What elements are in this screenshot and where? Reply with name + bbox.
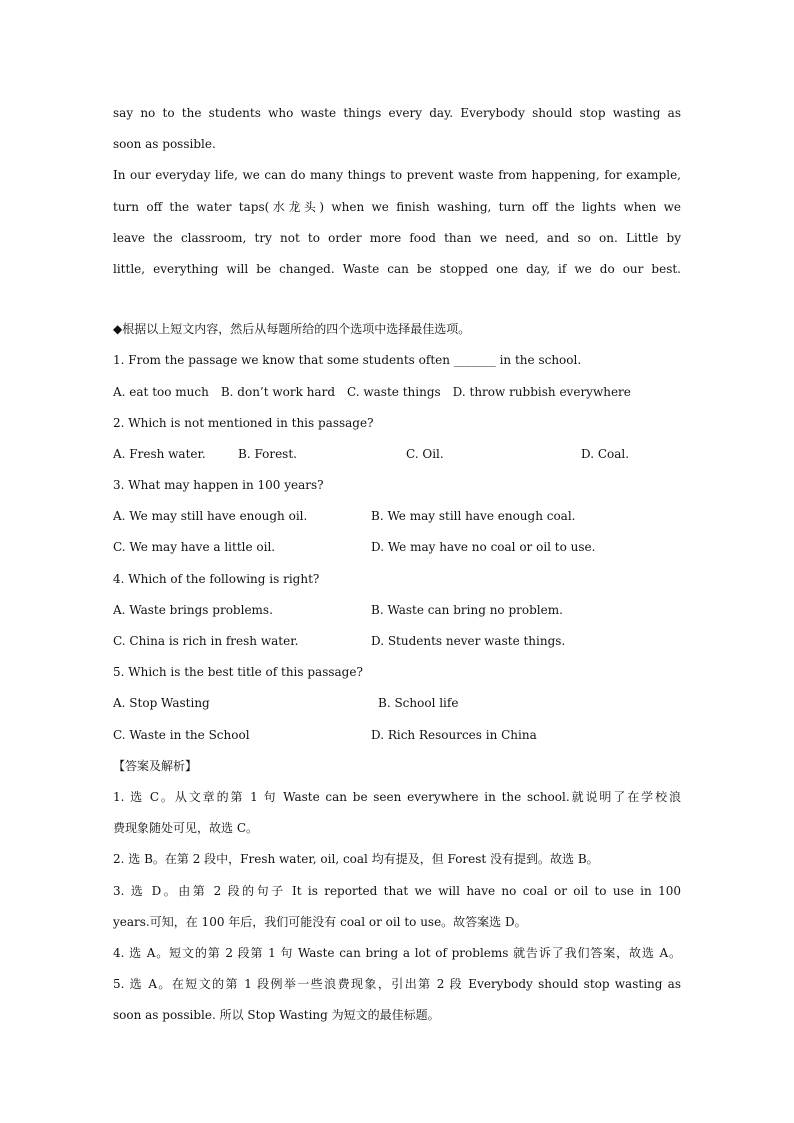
document-content <box>113 98 681 1031</box>
option-d: D. We may have no coal or oil to use. <box>371 540 596 555</box>
option-c: C. Oil. <box>406 446 444 461</box>
option-b: B. don’t work hard <box>220 384 335 399</box>
question-options <box>113 532 681 563</box>
option-b: B. School life <box>378 696 459 711</box>
question-options <box>113 688 681 719</box>
passage-line: little, everything will be changed. Waste can be stopped one day, if we do our best. <box>113 261 681 276</box>
question-3 <box>113 470 681 564</box>
question-options <box>113 377 681 408</box>
option-a: A. eat too much <box>113 384 209 399</box>
answer-line: 5. 选 A。在短文的第 1 段例举一些浪费现象，引出第 2 段 Everybody should stop wasting as <box>113 977 681 992</box>
passage-line: turn off the water taps(水龙头) when we finish washing, turn off the lights when we <box>113 199 681 214</box>
question-stem: 1. From the passage we know that some students often _______ in the school. <box>113 353 582 368</box>
question-stem: 5. Which is the best title of this passage? <box>113 665 363 680</box>
question-options <box>113 501 681 532</box>
option-d: D. Students never waste things. <box>371 634 566 648</box>
option-a: A. Fresh water. <box>113 446 206 461</box>
section-spacer <box>113 285 681 314</box>
answer-line: soon as possible. 所以 Stop Wasting 为短文的最佳标题。 <box>113 1008 440 1023</box>
passage-line: In our everyday life, we can do many things to prevent waste from happening, for example, <box>113 168 681 183</box>
question-5 <box>113 657 681 751</box>
question-options <box>113 626 681 657</box>
answer-line: 1. 选 C。从文章的第 1 句 Waste can be seen everywhere in the school.就说明了在学校浪 <box>113 789 681 804</box>
question-stem: 3. What may happen in 100 years? <box>113 478 324 493</box>
passage-line: leave the classroom, try not to order more food than we need, and so on. Little by <box>113 230 681 245</box>
option-d: D. throw rubbish everywhere <box>452 384 631 399</box>
reading-passage <box>113 98 681 285</box>
option-b: B. Waste can bring no problem. <box>371 602 563 617</box>
question-2 <box>113 408 681 470</box>
answer-line: years.可知，在 100 年后，我们可能没有 coal or oil to use。故答案选 D。 <box>113 914 527 929</box>
question-1 <box>113 345 681 407</box>
question-4 <box>113 564 681 658</box>
answer-line: 3. 选 D。由第 2 段的句子 It is reported that we will have no coal or oil to use in 100 <box>113 883 681 898</box>
option-a: A. Waste brings problems. <box>113 602 273 617</box>
passage-line: say no to the students who waste things every day. Everybody should stop wasting as <box>113 106 681 120</box>
option-b: B. Forest. <box>238 446 297 461</box>
option-c: C. We may have a little oil. <box>113 540 276 555</box>
instruction: ◆根据以上短文内容，然后从每题所给的四个选项中选择最佳选项。 <box>113 322 471 337</box>
answer-line: 费现象随处可见，故选 C。 <box>113 821 258 836</box>
option-a: A. Stop Wasting <box>113 696 210 711</box>
question-options <box>113 439 681 470</box>
question-stem: 4. Which of the following is right? <box>113 571 320 586</box>
passage-line: soon as possible. <box>113 137 216 152</box>
option-a: A. We may still have enough oil. <box>113 509 308 524</box>
option-b: B. We may still have enough coal. <box>371 509 576 524</box>
question-options <box>113 720 681 751</box>
option-d: D. Coal. <box>581 446 630 461</box>
answer-section <box>113 751 681 1032</box>
question-stem: 2. Which is not mentioned in this passage? <box>113 415 374 430</box>
answer-heading: 【答案及解析】 <box>113 758 198 773</box>
question-options <box>113 595 681 626</box>
answer-line: 2. 选 B。在第 2 段中，Fresh water, oil, coal 均有提及，但 Forest 没有提到。故选 B。 <box>113 852 599 867</box>
option-c: C. Waste in the School <box>113 727 250 742</box>
option-d: D. Rich Resources in China <box>371 727 537 742</box>
answer-line: 4. 选 A。短文的第 2 段第 1 句 Waste can bring a lot of problems 就告诉了我们答案，故选 A。 <box>113 945 681 960</box>
option-c: C. China is rich in fresh water. <box>113 634 299 648</box>
option-c: C. waste things <box>347 384 441 399</box>
